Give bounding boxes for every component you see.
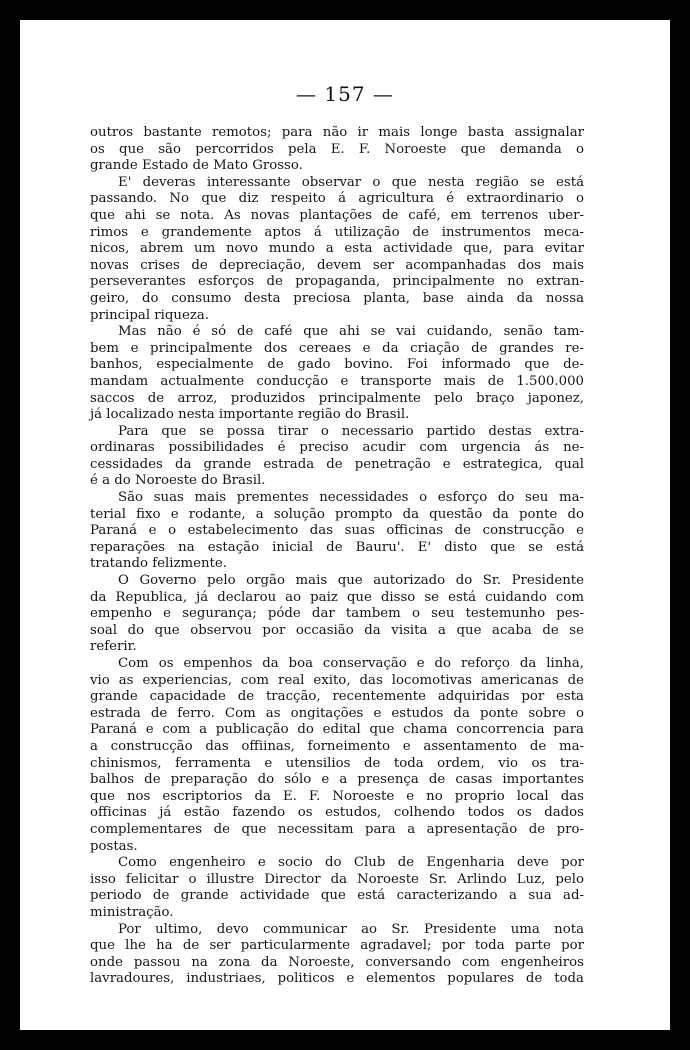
- text-line: geiro, do consumo desta preciosa planta, base ainda da nossa: [90, 290, 584, 306]
- text-line: grande capacidade de tracção, recentemente adquiridas por esta: [90, 689, 584, 705]
- text-line: da Republica, já declarou ao paiz que disso se está cuidando com: [90, 589, 584, 605]
- text-line: Por ultimo, devo communicar ao Sr. Presidente uma nota: [118, 921, 584, 937]
- text-line: chinismos, ferramenta e utensilios de toda ordem, vio os tra-: [90, 755, 584, 771]
- text-line: Mas não é só de café que ahi se vai cuidando, senão tam-: [118, 324, 584, 340]
- text-line: ordinaras possibilidades é preciso acudir com urgencia ás ne-: [90, 440, 584, 456]
- text-line: os que são percorridos pela E. F. Noroeste que demanda o: [90, 141, 584, 157]
- page-number: — 157 —: [296, 82, 394, 106]
- text-line: estrada de ferro. Com as ongitações e estudos da ponte sobre o: [90, 705, 584, 721]
- text-line: São suas mais prementes necessidades o esforço do seu ma-: [118, 490, 584, 506]
- text-line: que lhe ha de ser particularmente agradavel; por toda parte por: [90, 938, 584, 954]
- text-line: perseverantes esforços de propaganda, principalmente no extran-: [90, 274, 584, 290]
- text-line: banhos, especialmente de gado bovino. Foi informado que de-: [90, 357, 584, 373]
- text-line: Paraná e com a publicação do edital que chama concorrencia para: [90, 722, 584, 738]
- text-line: officinas já estão fazendo os estudos, colhendo todos os dados: [90, 805, 584, 821]
- document-page: [20, 20, 670, 1030]
- text-line: vio as experiencias, com real exito, das locomotivas americanas de: [90, 672, 584, 688]
- text-line: que ahi se nota. As novas plantações de café, em terrenos uber-: [90, 207, 584, 223]
- text-line: nicos, abrem um novo mundo a esta actividade que, para evitar: [90, 241, 584, 257]
- body-text: [90, 125, 584, 988]
- text-line: periodo de grande actividade que está caracterizando a sua ad-: [90, 888, 584, 904]
- text-line: mandam actualmente conducção e transporte mais de 1.500.000: [90, 373, 584, 389]
- text-line: ministração.: [90, 904, 174, 920]
- text-line: outros bastante remotos; para não ir mais longe basta assignalar: [90, 125, 584, 140]
- text-line: balhos de preparação do sólo e a presença de casas importantes: [90, 772, 584, 788]
- text-line: Como engenheiro e socio do Club de Engenharia deve por: [118, 855, 584, 871]
- text-line: referir.: [90, 639, 137, 655]
- text-line: E' deveras interessante observar o que nesta região se está: [118, 174, 584, 190]
- text-line: a construcção das offiinas, forneimento e assentamento de ma-: [90, 738, 584, 754]
- text-line: bem e principalmente dos cereaes e da criação de grandes re-: [90, 340, 584, 356]
- text-line: tratando felizmente.: [90, 556, 227, 572]
- text-line: terial fixo e rodante, a solução prompto da questão da ponte do: [90, 506, 584, 522]
- text-line: isso felicitar o illustre Director da Noroeste Sr. Arlindo Luz, pelo: [90, 871, 584, 887]
- text-line: grande Estado de Mato Grosso.: [90, 158, 303, 174]
- text-line: postas.: [90, 838, 138, 854]
- text-line: novas crises de depreciação, devem ser acompanhadas dos mais: [90, 257, 584, 273]
- text-line: é a do Noroeste do Brasil.: [90, 473, 266, 489]
- text-line: Paraná e o estabelecimento das suas officinas de construcção e: [90, 523, 584, 539]
- text-line: Com os empenhos da boa conservação e do reforço da linha,: [118, 656, 584, 671]
- text-line: empenho e segurança; póde dar tambem o seu testemunho pes-: [90, 606, 584, 622]
- text-line: já localizado nesta importante região do Brasil.: [90, 407, 410, 423]
- text-line: lavradoures, industriaes, politicos e elementos populares de toda: [90, 971, 584, 987]
- text-line: soal do que observou por occasião da visita a que acaba de se: [90, 622, 584, 638]
- text-line: passando. No que diz respeito á agricultura é extraordinario o: [90, 191, 584, 207]
- text-line: cessidades da grande estrada de penetração e estrategica, qual: [90, 456, 584, 472]
- text-line: O Governo pelo orgão mais que autorizado do Sr. Presidente: [118, 573, 584, 589]
- text-line: que nos escriptorios da E. F. Noroeste e no proprio local das: [90, 788, 584, 804]
- text-line: rimos e grandemente aptos á utilização de instrumentos meca-: [90, 224, 584, 240]
- text-line: complementares de que necessitam para a apresentação de pro-: [90, 821, 584, 837]
- text-line: onde passou na zona da Noroeste, conversando com engenheiros: [90, 954, 584, 970]
- text-line: reparações na estação inicial de Bauru'. E' disto que se está: [90, 539, 584, 555]
- text-line: Para que se possa tirar o necessario partido destas extra-: [118, 423, 584, 439]
- text-line: principal riqueza.: [90, 307, 210, 323]
- text-line: saccos de arroz, produzidos principalmente pelo braço japonez,: [90, 390, 584, 406]
